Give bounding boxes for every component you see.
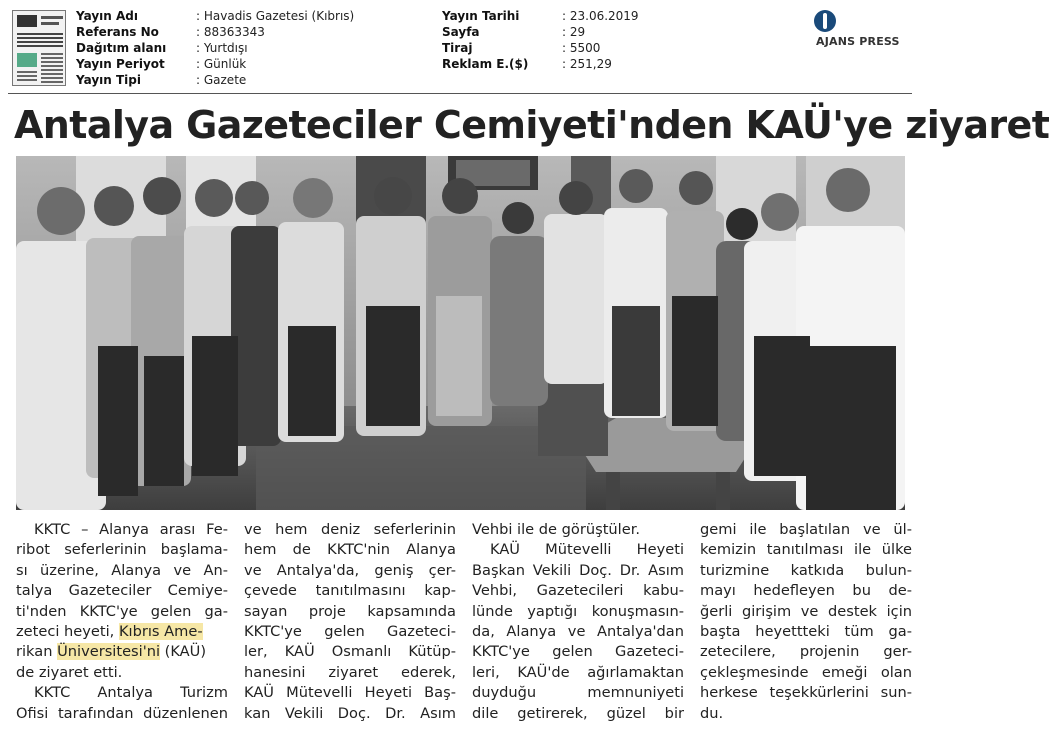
text-line: Vehbi, Gazetecileri kabu- bbox=[472, 582, 684, 600]
meta-row-distribution-area bbox=[76, 40, 354, 56]
meta-row-period bbox=[76, 56, 354, 72]
meta-row-reference-no bbox=[76, 24, 354, 40]
ajans-press-logo-icon bbox=[814, 10, 836, 32]
meta-value: : Yurtdışı bbox=[196, 41, 248, 55]
text-line: Vehbi ile de görüştüler. bbox=[472, 521, 640, 538]
text-line: leri, KAÜ'de ağırlamaktan bbox=[472, 663, 684, 681]
meta-row-circulation bbox=[442, 40, 639, 56]
text-line: KKTC'ye gelen Gazeteci- bbox=[244, 622, 456, 640]
meta-row-date bbox=[442, 8, 639, 24]
text-line: dile getirerek, güzel bir bbox=[472, 704, 684, 722]
highlighted-university-name: Üniversitesi'ni bbox=[57, 643, 161, 661]
newspaper-thumbnail bbox=[12, 10, 66, 86]
meta-label: Sayfa bbox=[442, 25, 480, 39]
text-line: başta heyettteki tüm ga- bbox=[700, 622, 912, 640]
meta-label: Referans No bbox=[76, 25, 159, 39]
text-line: herkese teşekkürlerini sun- bbox=[700, 684, 912, 702]
group-photo-illustration bbox=[16, 156, 905, 510]
text-fragment: zeteci heyeti, bbox=[16, 622, 119, 640]
text-line: KAÜ Mütevelli Heyeti bbox=[490, 541, 684, 559]
article-headline: Antalya Gazeteciler Cemiyeti'nden KAÜ'ye ziyaret bbox=[14, 103, 1049, 147]
article-column-3 bbox=[472, 520, 684, 724]
meta-value: : 5500 bbox=[562, 41, 601, 55]
text-line: zetecilere, projenin ger- bbox=[700, 643, 912, 661]
text-fragment: (KAÜ) bbox=[160, 643, 207, 661]
text-line: çevede tanıtılmasını kap- bbox=[244, 582, 456, 600]
text-line bbox=[16, 642, 228, 662]
meta-value: : 23.06.2019 bbox=[562, 9, 639, 23]
text-line: KKTC – Alanya arası Fe- bbox=[34, 521, 228, 538]
text-line: ğerli girişim ve destek için bbox=[700, 602, 912, 620]
text-line: kemizin tanıtılması ile ülke bbox=[700, 541, 912, 559]
meta-value: : Gazete bbox=[196, 73, 247, 87]
meta-value: : Havadis Gazetesi (Kıbrıs) bbox=[196, 9, 355, 23]
thumbnail-line bbox=[41, 22, 59, 25]
text-line bbox=[16, 622, 228, 642]
ajans-press-logo bbox=[812, 10, 912, 50]
thumbnail-text-block bbox=[17, 33, 63, 49]
meta-label: Dağıtım alanı bbox=[76, 41, 167, 55]
meta-label: Yayın Adı bbox=[76, 9, 138, 23]
meta-value: : 88363343 bbox=[196, 25, 265, 39]
article-photo bbox=[16, 156, 905, 510]
text-line: KKTC'ye gelen Gazeteci- bbox=[472, 643, 684, 661]
text-line: de ziyaret etti. bbox=[16, 663, 123, 681]
text-line: gemi ile başlatılan ve ül- bbox=[700, 521, 912, 538]
header-divider bbox=[8, 93, 912, 94]
meta-label: Yayın Periyot bbox=[76, 57, 165, 71]
meta-value: : 29 bbox=[562, 25, 586, 39]
meta-label: Yayın Tarihi bbox=[442, 9, 520, 23]
meta-value: : Günlük bbox=[196, 57, 247, 71]
meta-value: : 251,29 bbox=[562, 57, 612, 71]
text-line: ti'nden KKTC'ye gelen ga- bbox=[16, 602, 228, 620]
publication-metadata-right bbox=[442, 8, 639, 72]
meta-label: Yayın Tipi bbox=[76, 73, 141, 87]
text-line: ler, KAÜ Osmanlı Kütüp- bbox=[244, 643, 456, 661]
thumbnail-line bbox=[41, 16, 63, 19]
text-fragment: rikan bbox=[16, 643, 58, 661]
thumbnail-photo bbox=[17, 53, 37, 67]
text-line: ribot seferlerinin başlama- bbox=[16, 541, 228, 559]
text-line: du. bbox=[700, 704, 724, 722]
text-line: Başkan Vekili Doç. Dr. Asım bbox=[472, 561, 684, 579]
meta-row-ad-equivalent bbox=[442, 56, 639, 72]
article-body bbox=[12, 520, 912, 726]
text-line: sayan proje kapsamında bbox=[244, 602, 456, 620]
meta-label: Reklam E.($) bbox=[442, 57, 529, 71]
meta-label: Tiraj bbox=[442, 41, 473, 55]
text-line: KKTC Antalya Turizm bbox=[34, 684, 228, 702]
text-line: çekleşmesinde emeği olan bbox=[700, 663, 912, 681]
text-line: turizmine katkıda bulun- bbox=[700, 561, 912, 579]
thumbnail-masthead bbox=[17, 15, 37, 27]
article-column-2 bbox=[244, 520, 456, 724]
text-line: duyduğu memnuniyeti bbox=[472, 684, 684, 702]
text-line: ve Antalya'da, geniş çer- bbox=[244, 561, 456, 579]
text-line: ve hem deniz seferlerinin bbox=[244, 521, 456, 538]
ajans-press-logo-text: AJANS PRESS bbox=[816, 35, 900, 48]
text-line: KAÜ Mütevelli Heyeti Baş- bbox=[244, 684, 456, 702]
text-line: Ofisi tarafından düzenlenen bbox=[16, 704, 228, 722]
text-line: mayı hedefleyen bu de- bbox=[700, 582, 912, 600]
text-line: talya Gazeteciler Cemiye- bbox=[16, 582, 228, 600]
text-line: kan Vekili Doç. Dr. Asım bbox=[244, 704, 456, 722]
text-line: sı üzerine, Alanya ve An- bbox=[16, 561, 228, 579]
article-column-4 bbox=[700, 520, 912, 724]
text-line: hanesini ziyaret ederek, bbox=[244, 663, 456, 681]
text-line: hem de KKTC'nin Alanya bbox=[244, 541, 456, 559]
meta-row-publication-name bbox=[76, 8, 354, 24]
article-column-1 bbox=[16, 520, 228, 724]
text-line: lünde yaptığı konuşmasın- bbox=[472, 602, 684, 620]
highlighted-university-name: Kıbrıs Ame- bbox=[118, 622, 203, 640]
thumbnail-text-block bbox=[41, 53, 63, 83]
meta-row-page bbox=[442, 24, 639, 40]
thumbnail-text-block bbox=[17, 71, 37, 83]
text-line: da, Alanya ve Antalya'dan bbox=[472, 622, 684, 640]
publication-metadata-left bbox=[76, 8, 354, 88]
meta-row-publication-type bbox=[76, 72, 354, 88]
